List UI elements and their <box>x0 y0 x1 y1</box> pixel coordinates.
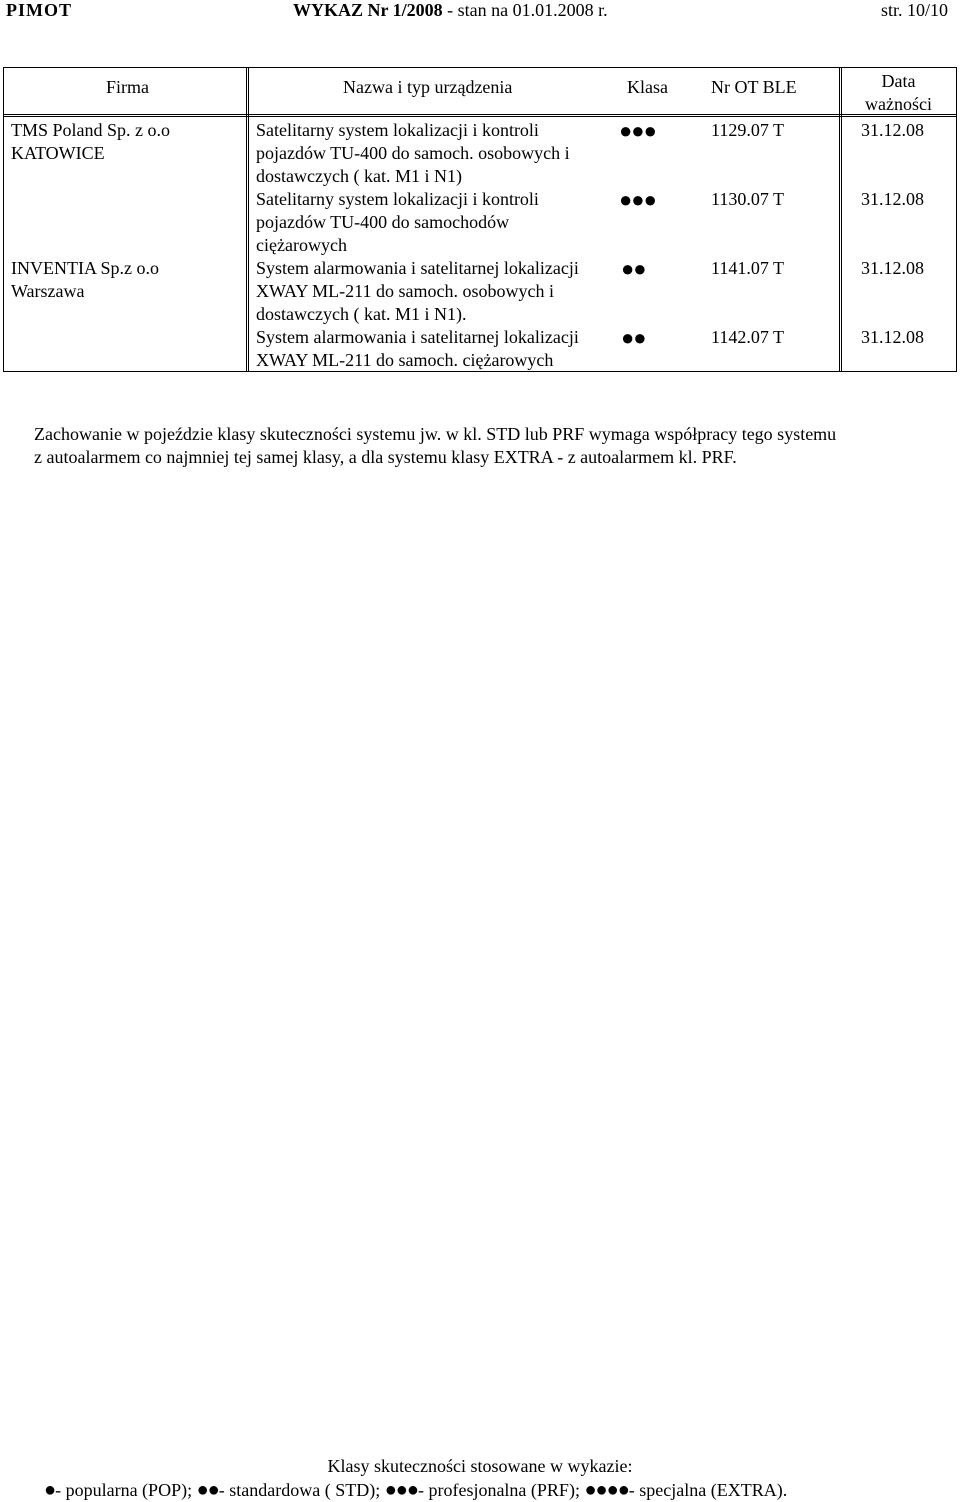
validity-date: 31.12.08 <box>861 327 924 347</box>
brand-name: PIMOT <box>6 0 72 20</box>
class-indicator: ●●● <box>619 187 656 212</box>
validity-date: 31.12.08 <box>861 258 924 278</box>
compatibility-note <box>34 423 934 469</box>
approval-table <box>3 67 957 372</box>
col-header-nr: Nr OT BLE <box>711 77 797 97</box>
device-line: Satelitarny system lokalizacji i kontroli <box>256 189 539 209</box>
nr-ot-ble: 1141.07 T <box>711 258 785 278</box>
col-header-date-line1: Data <box>881 71 916 91</box>
company-name: INVENTIA Sp.z o.o <box>11 258 159 278</box>
legend-label-pop: - popularna (POP); <box>55 1480 197 1500</box>
device-line: dostawczych ( kat. M1 i N1) <box>256 166 462 186</box>
class-indicator: ●● <box>621 325 646 350</box>
col-header-device: Nazwa i typ urządzenia <box>343 77 513 97</box>
device-line: Satelitarny system lokalizacji i kontroli <box>256 120 539 140</box>
col-header-class: Klasa <box>627 77 668 97</box>
page-header <box>6 0 948 20</box>
nr-ot-ble: 1142.07 T <box>711 327 785 347</box>
legend-title: Klasy skuteczności stosowane w wykazie: <box>327 1456 633 1476</box>
header-divider <box>4 114 956 117</box>
col-header-date <box>839 70 958 116</box>
device-line: System alarmowania i satelitarnej lokalizacji <box>256 258 579 278</box>
device-line: ciężarowych <box>256 235 347 255</box>
nr-ot-ble: 1129.07 T <box>711 120 785 140</box>
legend-dots-extra: ●●●● <box>584 1479 629 1501</box>
col-header-firma: Firma <box>106 77 149 97</box>
device-cell <box>256 119 570 188</box>
company-name: TMS Poland Sp. z o.o <box>11 120 171 140</box>
device-line: System alarmowania i satelitarnej lokalizacji <box>256 327 579 347</box>
device-line: XWAY ML-211 do samoch. osobowych i <box>256 281 554 301</box>
device-cell <box>256 188 539 257</box>
document-title-date: - stan na 01.01.2008 r. <box>442 0 608 20</box>
device-cell <box>256 257 579 326</box>
class-indicator: ●● <box>621 256 646 281</box>
note-line: Zachowanie w pojeździe klasy skuteczności systemu jw. w kl. STD lub PRF wymaga współpracy tego systemu <box>34 424 837 444</box>
device-line: XWAY ML-211 do samoch. ciężarowych <box>256 350 554 370</box>
document-title <box>293 0 608 21</box>
company-city: KATOWICE <box>11 143 105 163</box>
legend-label-extra: - specjalna (EXTRA). <box>628 1480 788 1500</box>
legend-label-prf: - profesjonalna (PRF); <box>417 1480 585 1500</box>
legend-dots-prf: ●●● <box>384 1479 418 1501</box>
company-city: Warszawa <box>11 281 85 301</box>
class-legend <box>44 1479 787 1502</box>
device-cell <box>256 326 579 372</box>
company-cell <box>11 119 170 165</box>
legend-label-std: - standardowa ( STD); <box>218 1480 385 1500</box>
document-title-main: WYKAZ Nr 1/2008 <box>293 0 443 20</box>
legend-dots-pop: ● <box>44 1479 56 1501</box>
legend-dots-std: ●● <box>196 1479 219 1501</box>
device-line: pojazdów TU-400 do samochodów <box>256 212 510 232</box>
validity-date: 31.12.08 <box>861 120 924 140</box>
note-line: z autoalarmem co najmniej tej samej klasy, a dla systemu klasy EXTRA - z autoalarmem kl. PRF. <box>34 447 737 467</box>
col-header-date-line2: ważności <box>865 94 932 114</box>
class-indicator: ●●● <box>619 118 656 143</box>
company-cell <box>11 257 159 303</box>
device-line: pojazdów TU-400 do samoch. osobowych i <box>256 143 570 163</box>
nr-ot-ble: 1130.07 T <box>711 189 785 209</box>
validity-date: 31.12.08 <box>861 189 924 209</box>
page-number: str. 10/10 <box>880 0 948 20</box>
device-line: dostawczych ( kat. M1 i N1). <box>256 304 467 324</box>
